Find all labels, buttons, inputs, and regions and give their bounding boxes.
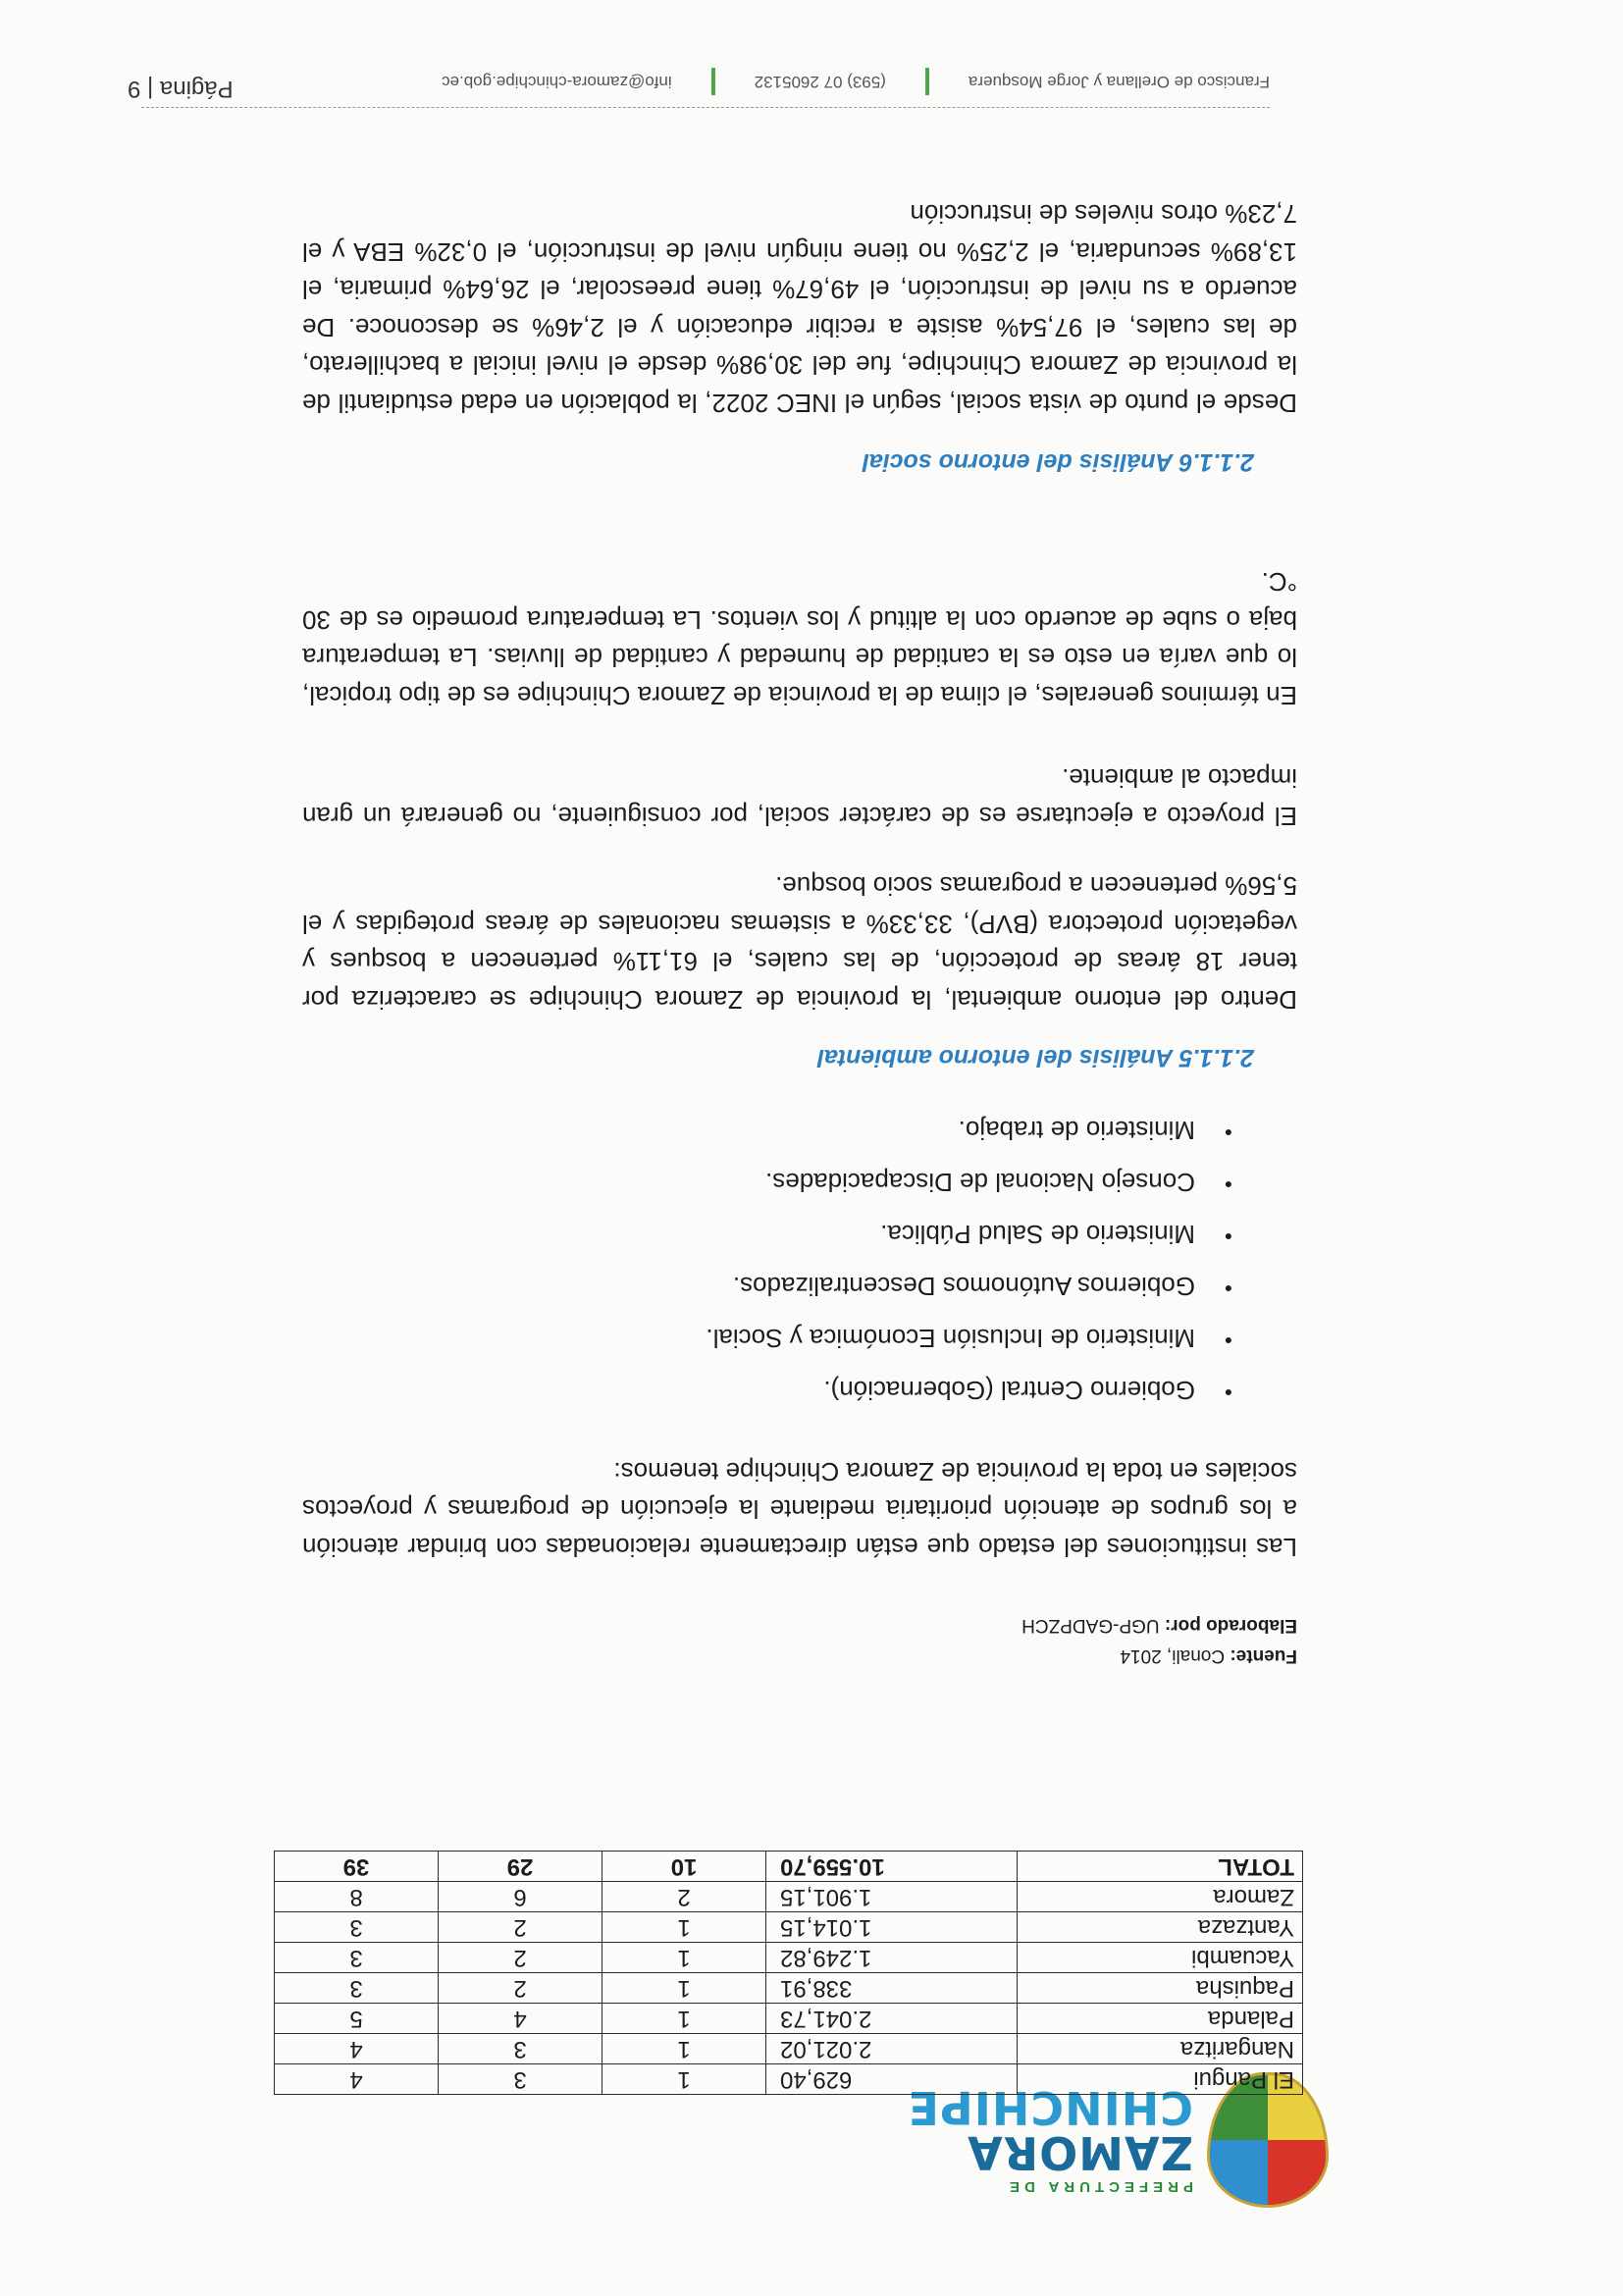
footer-separator — [711, 68, 715, 95]
table-cell: 8 — [275, 1882, 439, 1912]
prepared-by-value: UGP-GADPZCH — [1021, 1615, 1160, 1636]
table-cell: Yacuambi — [1018, 1943, 1303, 1973]
table-cell: 39 — [275, 1852, 439, 1882]
list-item: ● Ministerio de Inclusión Económica y Social. — [706, 1301, 1232, 1353]
table-row — [275, 1882, 1303, 1912]
table-row — [275, 1912, 1303, 1943]
table-row — [275, 1973, 1303, 2004]
table-cell: Palanda — [1018, 2004, 1303, 2034]
source-value: Conali, 2014 — [1120, 1645, 1226, 1666]
table-cell: 1 — [602, 1973, 766, 2004]
footer-email: info@zamora-chinchipe.gob.ec — [442, 73, 672, 91]
table-cell: 10 — [602, 1852, 766, 1882]
table-cell: Zamora — [1018, 1882, 1303, 1912]
logo-name-line1: ZAMORA — [967, 2126, 1193, 2180]
list-item: ● Consejo Nacional de Discapacidades. — [706, 1145, 1232, 1197]
table-cell: 2.021,02 — [766, 2034, 1018, 2064]
table-cell: 1 — [602, 1912, 766, 1943]
table-cell: 5 — [275, 2004, 439, 2034]
table-cell: 1 — [602, 1943, 766, 1973]
table-cell: 3 — [275, 1943, 439, 1973]
section-heading-ambiental: 2.1.1.5 Análisis del entorno ambiental — [816, 1044, 1254, 1071]
table-cell: 1.014,15 — [766, 1912, 1018, 1943]
intro-paragraph: Las instituciones del estado que están directamente relacionadas con brindar atención a los grupos de atención prioritaria mediante la ejecución de programas y proyectos sociales en toda la provincia de Zamora Chinchipe tenemos: — [302, 1457, 1297, 1562]
table-cell: 4 — [275, 2064, 439, 2095]
table-cell: 1 — [602, 2004, 766, 2034]
institutions-list — [706, 1093, 1232, 1405]
prepared-by-note — [1021, 1614, 1297, 1636]
list-item: ● Gobiernos Autónomos Descentralizados. — [706, 1249, 1232, 1301]
table-cell: 2 — [439, 1912, 602, 1943]
social-paragraph-1: Desde el punto de vista social, según el INEC 2022, la población en edad estudiantil de la provincia de Zamora Chinchipe, fue del 30,98% desde el nivel inicial a bachillerato, de las cuales, el 97,54% asiste a recibir educación y el 2,46% se desconoce. De acuerdo a su nivel de instrucción, el 49,67% tiene preescolar, el 26,64% primaria, el 13,89% secundaria, el 2,25% no tiene ningún nivel de instrucción, el 0,32% EBA y el 7,23% otros niveles de instrucción — [302, 199, 1297, 418]
table-cell: 3 — [439, 2034, 602, 2064]
section-heading-social: 2.1.1.6 Análisis del entorno social — [862, 448, 1254, 476]
table-cell: 1.249,82 — [766, 1943, 1018, 1973]
table-row — [275, 2064, 1303, 2095]
table-row — [275, 2004, 1303, 2034]
logo-text — [907, 2081, 1193, 2196]
table-cell: 2 — [439, 1973, 602, 2004]
canton-data-table — [274, 1851, 1303, 2095]
source-label: Fuente: — [1230, 1645, 1297, 1666]
logo-name-line2: CHINCHIPE — [907, 2081, 1193, 2135]
footer-phone: (593) 07 2605132 — [754, 73, 886, 91]
table-cell: 1.901,15 — [766, 1882, 1018, 1912]
table-cell: Nangaritza — [1018, 2034, 1303, 2064]
ambiental-paragraph-1: Dentro del entorno ambiental, la provincia de Zamora Chinchipe se caracteriza por tener 18 áreas de protección, de las cuales, el 61,11% pertenecen a bosques y vegetación protectora (BVP), 33,33% a sistemas nacionales de áreas protegidas y el 5,56% pertenecen a programas socio bosque. — [302, 871, 1297, 1015]
table-total-row — [275, 1852, 1303, 1882]
table-row — [275, 1943, 1303, 1973]
ambiental-paragraph-3: En términos generales, el clima de la provincia de Zamora Chinchipe es de tipo tropical, lo que varía en esto es la cantidad de humedad y cantidad de lluvias. La temperatura baja o sube de acuerdo con la altitud y los vientos. La temperatura promedio es de 30 °C. — [302, 567, 1297, 710]
table-cell: 338,91 — [766, 1973, 1018, 2004]
table-cell: 6 — [439, 1882, 602, 1912]
page-number: Página | 9 — [128, 76, 234, 102]
table-row — [275, 2034, 1303, 2064]
ambiental-paragraph-2: El proyecto a ejecutarse es de carácter social, por consiguiente, no generará un gran impacto al ambiente. — [302, 763, 1297, 831]
table-cell: 4 — [275, 2034, 439, 2064]
table-cell: 4 — [439, 2004, 602, 2034]
table-cell: TOTAL — [1018, 1852, 1303, 1882]
table-cell: Paquisha — [1018, 1973, 1303, 2004]
table-cell: 1 — [602, 2064, 766, 2095]
table-cell: 2.041,73 — [766, 2004, 1018, 2034]
page-footer — [141, 68, 1270, 95]
table-cell: 29 — [439, 1852, 602, 1882]
table-cell: 3 — [275, 1912, 439, 1943]
table-cell: Yantzaza — [1018, 1912, 1303, 1943]
source-note — [1120, 1644, 1297, 1666]
prepared-by-label: Elaborado por: — [1164, 1615, 1297, 1636]
table-cell: 10.559,70 — [766, 1852, 1018, 1882]
table-cell: 3 — [439, 2064, 602, 2095]
table-cell: 2 — [439, 1943, 602, 1973]
table-cell: 629,40 — [766, 2064, 1018, 2095]
list-item: ● Ministerio de trabajo. — [706, 1093, 1232, 1145]
footer-divider — [141, 107, 1270, 108]
table-cell: 2 — [602, 1882, 766, 1912]
table-cell: El Pangui — [1018, 2064, 1303, 2095]
logo-prefix: PREFECTURA DE — [1005, 2178, 1193, 2196]
list-item: ● Ministerio de Salud Pública. — [706, 1197, 1232, 1249]
table-cell: 3 — [275, 1973, 439, 2004]
footer-authors: Francisco de Orellana y Jorge Mosquera — [968, 73, 1270, 91]
list-item: ● Gobierno Central (Gobernación). — [706, 1353, 1232, 1405]
table-cell: 1 — [602, 2034, 766, 2064]
footer-separator — [925, 68, 929, 95]
